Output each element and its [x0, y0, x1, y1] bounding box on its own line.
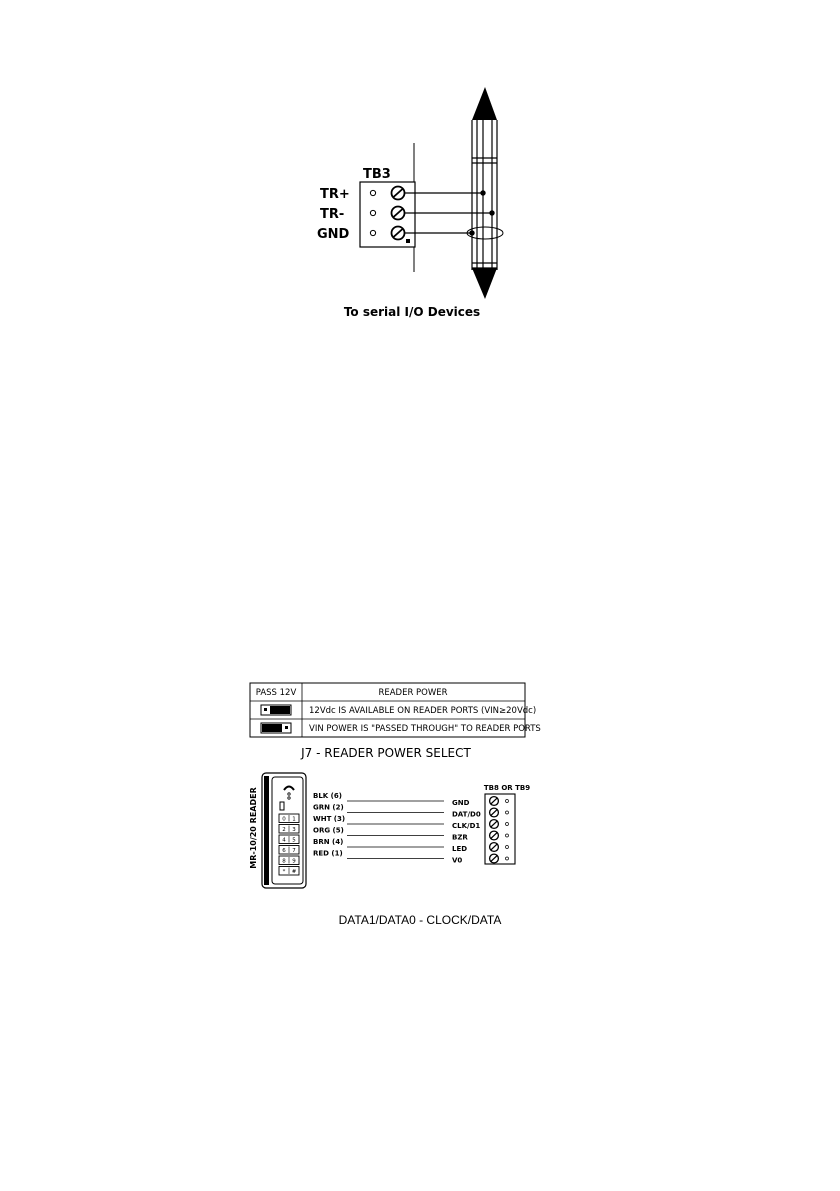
arrow-up-icon — [472, 87, 497, 120]
wire-color-label: GRN (2) — [313, 803, 344, 812]
screw-terminal-icon — [392, 227, 405, 240]
jumper-cap — [270, 706, 290, 714]
keypad-key-label: 6 — [282, 848, 286, 855]
power-select-table — [250, 683, 541, 760]
arrow-down-icon — [472, 268, 497, 299]
terminal-block-label: TB8 OR TB9 — [483, 784, 531, 792]
screw-terminal-icon — [490, 797, 499, 806]
pin-hole-2 — [370, 210, 375, 215]
keypad-key-label: 3 — [292, 827, 296, 834]
reader-label: MR-10/20 READER — [249, 787, 258, 869]
pin-hole — [506, 811, 509, 814]
pin-hole — [506, 823, 509, 826]
signal-label: DAT/D0 — [452, 810, 481, 819]
signal-label: BZR — [452, 833, 468, 842]
signal-label: V0 — [452, 856, 463, 865]
serial-wiring-diagram — [317, 87, 503, 319]
pin-hole-3 — [370, 230, 375, 235]
jumper-pin — [285, 726, 288, 729]
screw-terminal-icon — [490, 854, 499, 863]
row-vin-text: VIN POWER IS "PASSED THROUGH" TO READER PORTS — [309, 724, 541, 734]
keypad-key-label: 8 — [282, 858, 286, 865]
wire-color-label: RED (1) — [313, 849, 343, 858]
screw-terminal-icon — [490, 843, 499, 852]
keypad-key-label: 4 — [282, 837, 286, 844]
serial-bus-cable — [467, 120, 503, 270]
tb3-label: TB3 — [363, 167, 391, 182]
terminal-label-gnd: GND — [317, 227, 350, 242]
signal-label: GND — [452, 799, 470, 807]
reader-wiring-diagram — [249, 773, 530, 927]
wire-color-label: ORG (5) — [313, 826, 344, 835]
tb8-tb9-terminal-block — [485, 794, 515, 864]
reader-wires — [347, 801, 444, 859]
tb3-terminal-block — [360, 182, 415, 247]
pin-hole — [506, 846, 509, 849]
power-table-caption: J7 - READER POWER SELECT — [301, 746, 471, 760]
wire-color-label: WHT (3) — [313, 815, 346, 823]
keypad-key-label: 2 — [282, 827, 286, 834]
reader-caption: DATA1/DATA0 - CLOCK/DATA — [338, 913, 502, 927]
wire-color-label: BLK (6) — [313, 792, 342, 800]
keypad-key-label: # — [291, 869, 297, 876]
keypad-key-label: 9 — [292, 858, 296, 865]
pin-hole — [506, 800, 509, 803]
keypad-key-label: 0 — [282, 816, 286, 823]
wire-color-label: BRN (4) — [313, 838, 344, 846]
serial-caption: To serial I/O Devices — [343, 305, 481, 319]
pin-hole — [506, 857, 509, 860]
ground-dot — [406, 239, 410, 243]
jumper-pin — [264, 708, 267, 711]
signal-label: LED — [452, 845, 468, 853]
jumper-cap — [262, 724, 282, 732]
keypad-key-label: 7 — [292, 848, 296, 855]
terminal-label-tr-plus: TR+ — [320, 187, 350, 202]
row-12v-text: 12Vdc IS AVAILABLE ON READER PORTS (VIN≥20Vdc) — [309, 706, 537, 716]
table-header-pass-12v: PASS 12V — [255, 688, 297, 698]
screw-terminal-icon — [490, 831, 499, 840]
keypad-key-label: 1 — [292, 816, 296, 823]
screw-terminal-icon — [392, 207, 405, 220]
screw-terminal-icon — [490, 808, 499, 817]
terminal-label-tr-minus: TR- — [320, 207, 345, 222]
pin-hole-1 — [370, 190, 375, 195]
pin-hole — [506, 834, 509, 837]
screw-terminal-icon — [490, 820, 499, 829]
signal-label: CLK/D1 — [452, 822, 481, 830]
keypad-key-label: * — [282, 869, 286, 876]
keypad-key-label: 5 — [292, 837, 296, 844]
table-header-reader-power: READER POWER — [378, 688, 448, 698]
screw-terminal-icon — [392, 187, 405, 200]
